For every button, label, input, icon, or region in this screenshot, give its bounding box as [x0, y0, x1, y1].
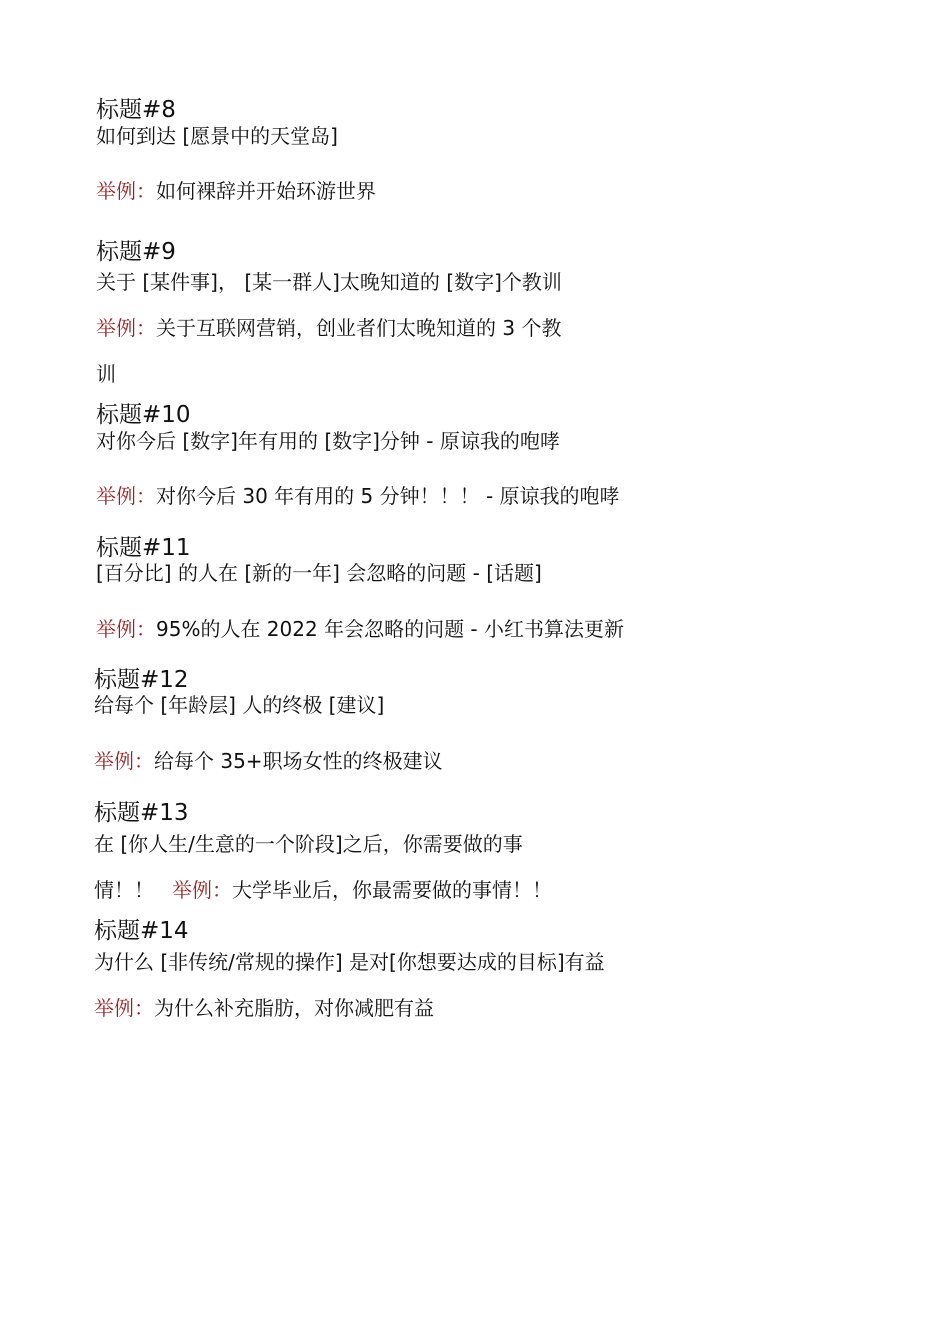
example-line — [94, 880, 552, 900]
title-template: 关于 [某件事]， [某一群人]太晚知道的 [数字]个教训 — [96, 270, 562, 294]
title-template: 给每个 [年龄层] 人的终极 [建议] — [94, 693, 385, 717]
title-template: [百分比] 的人在 [新的一年] 会忽略的问题 - [话题] — [96, 561, 542, 585]
example-text-continued: 训 — [96, 362, 116, 386]
section-heading: 标题#12 — [94, 667, 189, 693]
example-text: 关于互联网营销，创业者们太晚知道的 3 个教 — [156, 316, 562, 340]
title-template: 对你今后 [数字]年有用的 [数字]分钟 - 原谅我的咆哮 — [96, 429, 560, 453]
example-label: 举例： — [96, 179, 156, 203]
example-label: 举例： — [96, 316, 156, 340]
example-line — [96, 181, 376, 201]
example-label: 举例： — [94, 996, 154, 1020]
title-template: 为什么 [非传统/常规的操作] 是对[你想要达成的目标]有益 — [94, 950, 605, 974]
example-label: 举例： — [172, 878, 232, 902]
title-template: 如何到达 [愿景中的天堂岛] — [96, 124, 338, 148]
section-heading: 标题#14 — [94, 918, 189, 944]
example-text: 如何裸辞并开始环游世界 — [156, 179, 376, 203]
example-line — [96, 619, 624, 639]
section-heading: 标题#10 — [96, 402, 191, 428]
example-label: 举例： — [96, 484, 156, 508]
section-heading: 标题#11 — [96, 535, 191, 561]
section-heading: 标题#9 — [96, 239, 176, 265]
example-line — [96, 486, 620, 506]
template-continued: 情！！ — [94, 878, 154, 902]
section-heading: 标题#13 — [94, 800, 189, 826]
example-text: 为什么补充脂肪，对你减肥有益 — [154, 996, 434, 1020]
example-text: 大学毕业后，你最需要做的事情！！ — [232, 878, 552, 902]
title-template: 在 [你人生/生意的一个阶段]之后，你需要做的事 — [94, 832, 523, 856]
example-text: 对你今后 30 年有用的 5 分钟！！！ - 原谅我的咆哮 — [156, 484, 620, 508]
example-line — [96, 318, 561, 338]
example-text: 给每个 35+职场女性的终极建议 — [154, 749, 443, 773]
example-text: 95%的人在 2022 年会忽略的问题 - 小红书算法更新 — [156, 617, 624, 641]
example-label: 举例： — [96, 617, 156, 641]
example-line — [94, 751, 443, 771]
example-line — [94, 998, 434, 1018]
section-heading: 标题#8 — [96, 97, 176, 123]
example-label: 举例： — [94, 749, 154, 773]
